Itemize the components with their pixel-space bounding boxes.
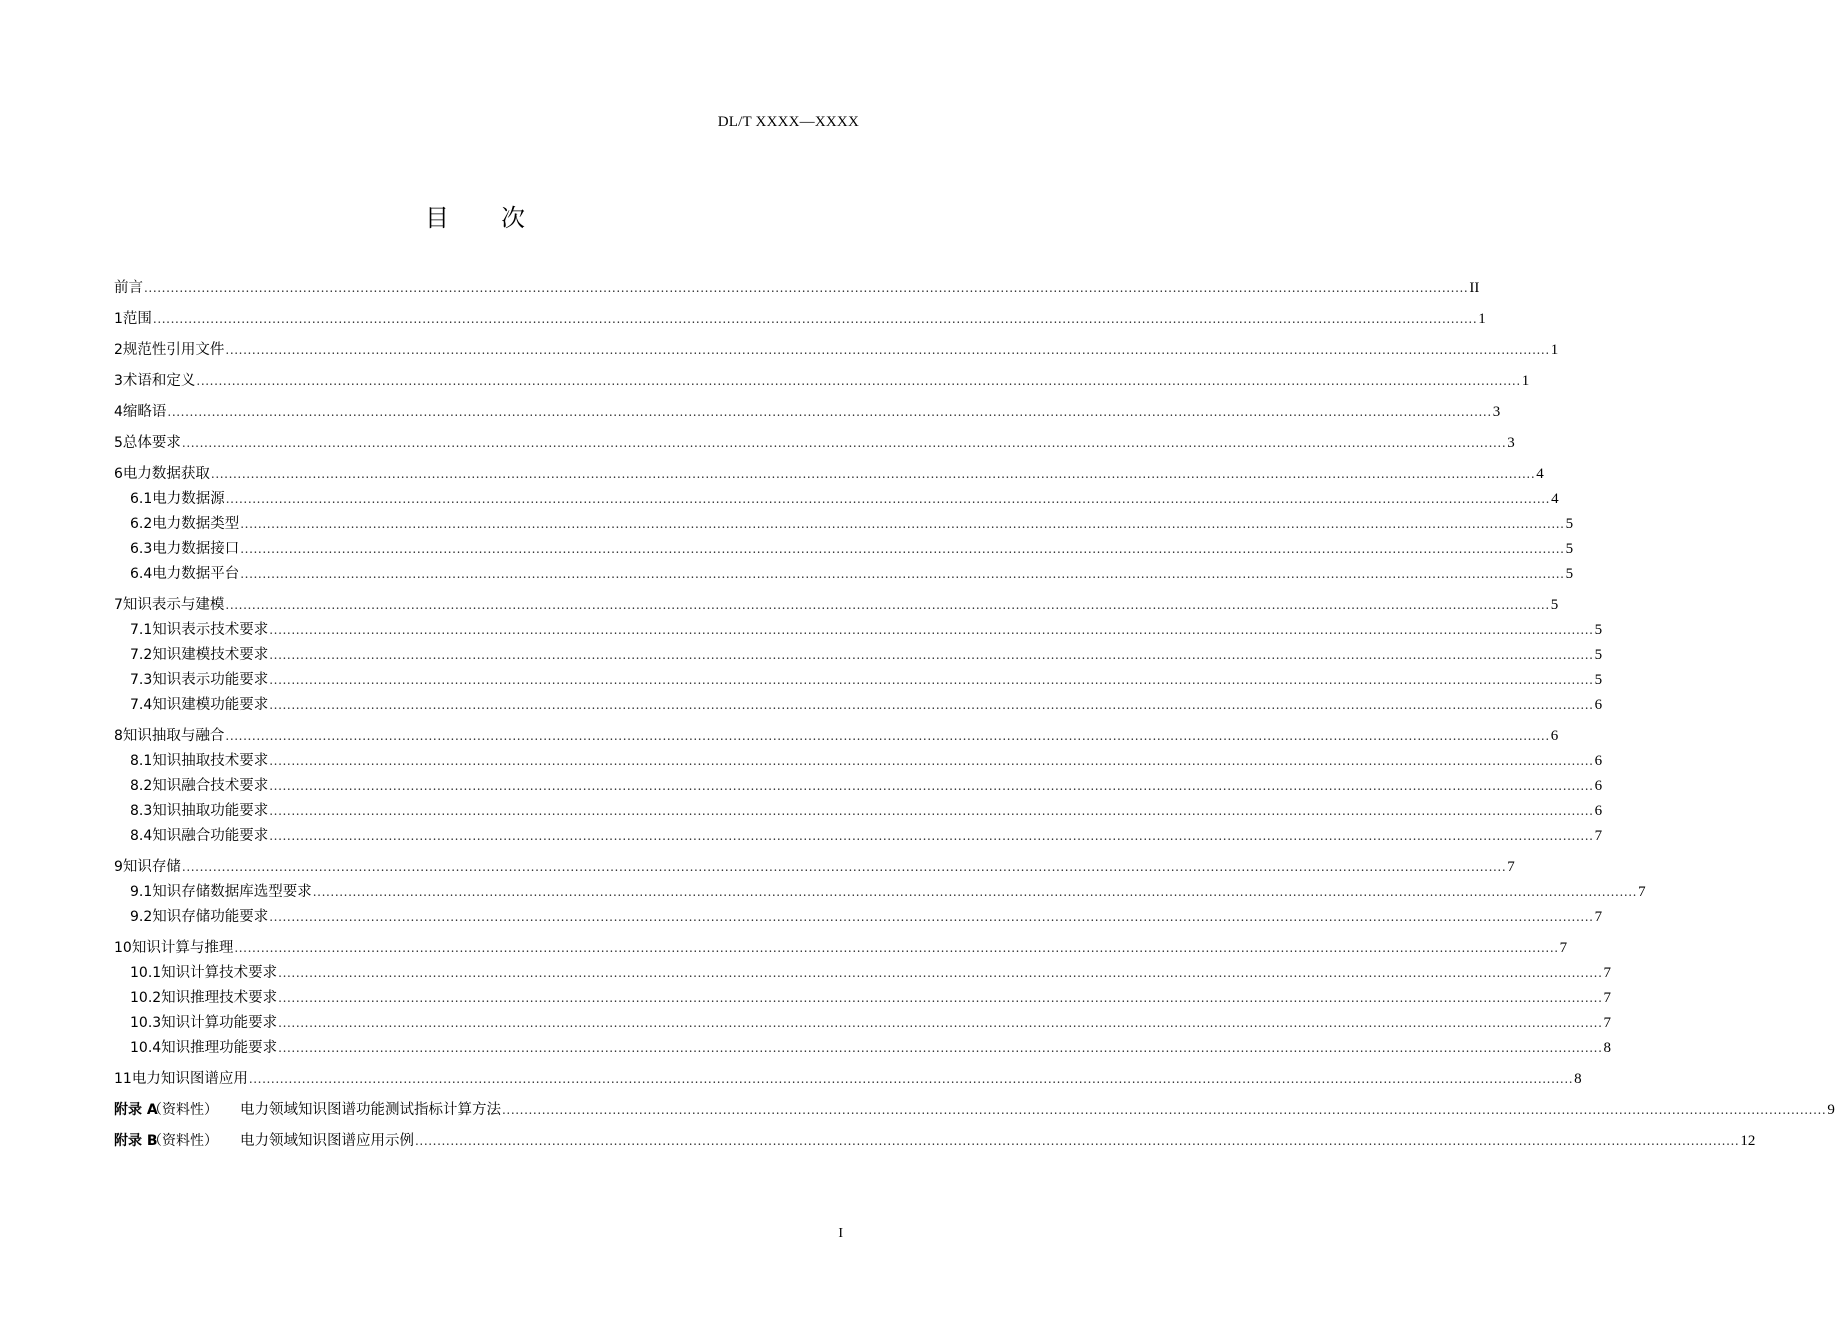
toc-entry-label: 知识表示功能要求: [152, 672, 269, 688]
toc-entry-label: 知识表示技术要求: [152, 622, 269, 638]
toc-entry-page: 5: [1550, 597, 1559, 613]
toc-entry-label: 电力数据平台: [152, 566, 240, 582]
toc-entry-label: 知识融合功能要求: [152, 828, 269, 844]
toc-entry[interactable]: [114, 308, 1486, 333]
toc-leader-dots: ............................................................................................................................................................................................................................................................................................................: [312, 885, 1638, 899]
toc-leader-dots: ............................................................................................................................................................................................................................................................................................................: [278, 966, 1603, 980]
toc-entry-number: 附录 B: [114, 1133, 158, 1149]
toc-entry-number: 6.4: [130, 566, 153, 582]
toc-entry[interactable]: [114, 538, 1574, 563]
toc-entry-number: 8: [114, 728, 123, 744]
title-char-1: 目: [425, 204, 449, 232]
toc-entry-number: 6.3: [130, 541, 153, 557]
toc-entry-page: 8: [1603, 1040, 1612, 1056]
toc-entry-label: 电力数据获取: [122, 466, 210, 482]
toc-entry-number: 附录 A: [114, 1102, 158, 1118]
toc-leader-dots: ............................................................................................................................................................................................................................................................................................................: [225, 729, 1550, 743]
toc-entry-label: 知识计算功能要求: [161, 1015, 278, 1031]
toc-entry-page: 4: [1551, 491, 1559, 507]
toc-leader-dots: ............................................................................................................................................................................................................................................................................................................: [144, 281, 1469, 295]
toc-entry-page: 1: [1550, 342, 1559, 358]
toc-entry[interactable]: [114, 488, 1559, 513]
toc-entry[interactable]: [114, 962, 1612, 987]
toc-entry[interactable]: [114, 594, 1559, 619]
toc-entry-page: 7: [1559, 940, 1568, 956]
toc-entry-page: 12: [1740, 1133, 1756, 1149]
title-char-2: 次: [501, 204, 525, 232]
toc-entry-label: 知识建模功能要求: [152, 697, 269, 713]
toc-entry-page: 7: [1507, 859, 1515, 875]
toc-entry[interactable]: [114, 1130, 1756, 1155]
toc-leader-dots: ............................................................................................................................................................................................................................................................................................................: [225, 343, 1550, 357]
toc-entry-label: 知识存储功能要求: [152, 909, 269, 925]
toc-leader-dots: ............................................................................................................................................................................................................................................................................................................: [240, 567, 1565, 581]
toc-entry-number: 10.2: [130, 990, 162, 1006]
toc-entry-number: 11: [114, 1071, 132, 1087]
toc-entry-kind: （资料性）: [148, 1102, 218, 1118]
toc-entry-number: 3: [114, 373, 123, 389]
toc-leader-dots: ............................................................................................................................................................................................................................................................................................................: [502, 1103, 1827, 1117]
toc-entry-label: 电力知识图谱应用: [131, 1071, 248, 1087]
toc-entry-page: 7: [1603, 965, 1612, 981]
toc-entry-label: 电力数据源: [152, 491, 225, 507]
toc-entry-page: 5: [1594, 647, 1603, 663]
toc-entry-label: 总体要求: [122, 435, 181, 451]
toc-entry[interactable]: [114, 1037, 1612, 1062]
toc-entry-page: 6: [1594, 753, 1603, 769]
toc-leader-dots: ............................................................................................................................................................................................................................................................................................................: [152, 312, 1478, 326]
toc-entry-number: 7.2: [130, 647, 153, 663]
toc-entry[interactable]: [114, 339, 1559, 364]
toc-entry-label: 知识计算与推理: [131, 940, 234, 956]
toc-entry-number: 6.2: [130, 516, 153, 532]
toc-entry-page: 3: [1492, 404, 1501, 420]
toc-entry-page: 5: [1594, 622, 1603, 638]
toc-entry-number: 8.3: [130, 803, 153, 819]
toc-entry[interactable]: [114, 825, 1603, 850]
toc-entry[interactable]: [114, 513, 1574, 538]
toc-leader-dots: ............................................................................................................................................................................................................................................................................................................: [269, 623, 1594, 637]
toc-entry-number: 9.2: [130, 909, 153, 925]
toc-entry[interactable]: [114, 750, 1603, 775]
toc-leader-dots: ............................................................................................................................................................................................................................................................................................................: [269, 673, 1594, 687]
toc-entry[interactable]: [114, 987, 1612, 1012]
toc-entry-number: 8.2: [130, 778, 153, 794]
toc-leader-dots: ............................................................................................................................................................................................................................................................................................................: [181, 860, 1507, 874]
toc-entry-number: 8.4: [130, 828, 153, 844]
toc-entry-number: 10.1: [130, 965, 162, 981]
toc-entry[interactable]: [114, 463, 1544, 488]
toc-entry-page: 5: [1565, 541, 1574, 557]
toc-entry-number: 6.1: [130, 491, 153, 507]
toc-leader-dots: ............................................................................................................................................................................................................................................................................................................: [225, 492, 1551, 506]
toc-entry-page: 3: [1507, 435, 1515, 451]
toc-entry[interactable]: [114, 669, 1603, 694]
toc-entry-page: 6: [1594, 803, 1603, 819]
page-title: [0, 198, 950, 233]
toc-leader-dots: ............................................................................................................................................................................................................................................................................................................: [225, 598, 1550, 612]
toc-entry-label: 缩略语: [122, 404, 167, 420]
toc-entry-page: 7: [1603, 1015, 1612, 1031]
toc-entry-page: 5: [1565, 566, 1574, 582]
toc-leader-dots: ............................................................................................................................................................................................................................................................................................................: [167, 405, 1492, 419]
toc-leader-dots: ............................................................................................................................................................................................................................................................................................................: [269, 829, 1594, 843]
toc-entry-number: 10: [114, 940, 132, 956]
toc-entry-number: 7: [114, 597, 123, 613]
toc-leader-dots: ............................................................................................................................................................................................................................................................................................................: [196, 374, 1521, 388]
toc-entry-page: 1: [1521, 373, 1530, 389]
toc-entry-page: 6: [1550, 728, 1559, 744]
toc-entry-label: 知识建模技术要求: [152, 647, 269, 663]
toc-entry[interactable]: [114, 563, 1574, 588]
toc-entry[interactable]: [114, 277, 1480, 302]
toc-entry-number: 10.4: [130, 1040, 162, 1056]
toc-leader-dots: ............................................................................................................................................................................................................................................................................................................: [278, 991, 1603, 1005]
toc-entry-page: 5: [1565, 516, 1574, 532]
toc-entry[interactable]: [114, 1068, 1582, 1093]
footer-page-number: I: [838, 1226, 843, 1241]
toc-entry-page: 7: [1603, 990, 1612, 1006]
toc-entry-label: 电力领域知识图谱应用示例: [240, 1133, 414, 1149]
toc-entry-number: 4: [114, 404, 123, 420]
toc-entry[interactable]: [114, 694, 1603, 719]
toc-entry-label: 知识表示与建模: [122, 597, 225, 613]
toc-entry-number: 1: [114, 311, 123, 327]
toc-entry-number: 9.1: [130, 884, 153, 900]
toc-entry-label: 前言: [114, 280, 143, 296]
toc-entry-page: 6: [1594, 697, 1603, 713]
toc-entry[interactable]: [114, 937, 1568, 962]
toc-entry[interactable]: [114, 1012, 1612, 1037]
toc-entry-page: 6: [1594, 778, 1603, 794]
toc-entry-label: 知识抽取功能要求: [152, 803, 269, 819]
toc-entry-page: 4: [1536, 466, 1544, 482]
toc-entry-label: 规范性引用文件: [122, 342, 225, 358]
toc-entry-label: 知识融合技术要求: [152, 778, 269, 794]
toc-entry-number: 8.1: [130, 753, 153, 769]
toc-entry-page: 7: [1638, 884, 1646, 900]
toc-entry-label: 知识抽取技术要求: [152, 753, 269, 769]
toc-leader-dots: ............................................................................................................................................................................................................................................................................................................: [240, 517, 1565, 531]
toc-entry-label: 知识推理功能要求: [161, 1040, 278, 1056]
toc-entry-label: 电力领域知识图谱功能测试指标计算方法: [240, 1102, 501, 1118]
toc-leader-dots: ............................................................................................................................................................................................................................................................................................................: [269, 648, 1594, 662]
toc-entry-number: 10.3: [130, 1015, 162, 1031]
toc-entry[interactable]: [114, 1099, 1835, 1124]
toc-leader-dots: ............................................................................................................................................................................................................................................................................................................: [278, 1041, 1603, 1055]
toc-leader-dots: ............................................................................................................................................................................................................................................................................................................: [278, 1016, 1603, 1030]
toc-leader-dots: ............................................................................................................................................................................................................................................................................................................: [210, 467, 1536, 481]
toc-entry-number: 9: [114, 859, 123, 875]
toc-entry-number: 6: [114, 466, 123, 482]
toc-entry-page: II: [1469, 280, 1480, 296]
toc-entry-label: 知识抽取与融合: [122, 728, 225, 744]
toc-entry[interactable]: [114, 800, 1603, 825]
toc-entry-page: 7: [1594, 828, 1603, 844]
toc-leader-dots: ............................................................................................................................................................................................................................................................................................................: [248, 1072, 1574, 1086]
toc-entry-label: 知识存储数据库选型要求: [152, 884, 312, 900]
toc-leader-dots: ............................................................................................................................................................................................................................................................................................................: [240, 542, 1565, 556]
toc-entry-kind: （资料性）: [148, 1133, 218, 1149]
toc-entry-label: 电力数据接口: [152, 541, 240, 557]
document-code: DL/T XXXX—XXXX: [717, 114, 859, 130]
toc-leader-dots: ............................................................................................................................................................................................................................................................................................................: [415, 1134, 1740, 1148]
toc-entry-page: 1: [1478, 311, 1486, 327]
toc-leader-dots: ............................................................................................................................................................................................................................................................................................................: [269, 698, 1594, 712]
toc-leader-dots: ............................................................................................................................................................................................................................................................................................................: [269, 754, 1594, 768]
toc-entry-page: 5: [1594, 672, 1603, 688]
toc-entry[interactable]: [114, 370, 1530, 395]
toc-entry-label: 范围: [122, 311, 152, 327]
toc-entry-number: 7.4: [130, 697, 153, 713]
toc-entry-label: 知识推理技术要求: [161, 990, 278, 1006]
toc-leader-dots: ............................................................................................................................................................................................................................................................................................................: [234, 941, 1559, 955]
toc-entry-number: 7.3: [130, 672, 153, 688]
toc-entry[interactable]: [114, 775, 1603, 800]
toc-entry[interactable]: [114, 881, 1646, 906]
toc-entry-page: 8: [1574, 1071, 1582, 1087]
toc-entry-label: 电力数据类型: [152, 516, 240, 532]
toc-entry-page: 9: [1827, 1102, 1835, 1118]
toc-entry-page: 7: [1594, 909, 1603, 925]
toc-entry-label: 知识存储: [122, 859, 181, 875]
toc-entry[interactable]: [114, 856, 1515, 881]
toc-entry[interactable]: [114, 401, 1501, 426]
table-of-contents: [114, 277, 1835, 1155]
toc-entry[interactable]: [114, 644, 1603, 669]
toc-leader-dots: ............................................................................................................................................................................................................................................................................................................: [269, 804, 1594, 818]
toc-entry-label: 术语和定义: [122, 373, 196, 389]
toc-entry[interactable]: [114, 725, 1559, 750]
toc-entry-number: 2: [114, 342, 123, 358]
toc-entry[interactable]: [114, 619, 1603, 644]
toc-leader-dots: ............................................................................................................................................................................................................................................................................................................: [181, 436, 1507, 450]
toc-entry-number: 7.1: [130, 622, 153, 638]
toc-entry[interactable]: [114, 432, 1515, 457]
toc-entry-number: 5: [114, 435, 123, 451]
toc-leader-dots: ............................................................................................................................................................................................................................................................................................................: [269, 910, 1594, 924]
toc-entry[interactable]: [114, 906, 1603, 931]
toc-entry-label: 知识计算技术要求: [161, 965, 278, 981]
toc-leader-dots: ............................................................................................................................................................................................................................................................................................................: [269, 779, 1594, 793]
